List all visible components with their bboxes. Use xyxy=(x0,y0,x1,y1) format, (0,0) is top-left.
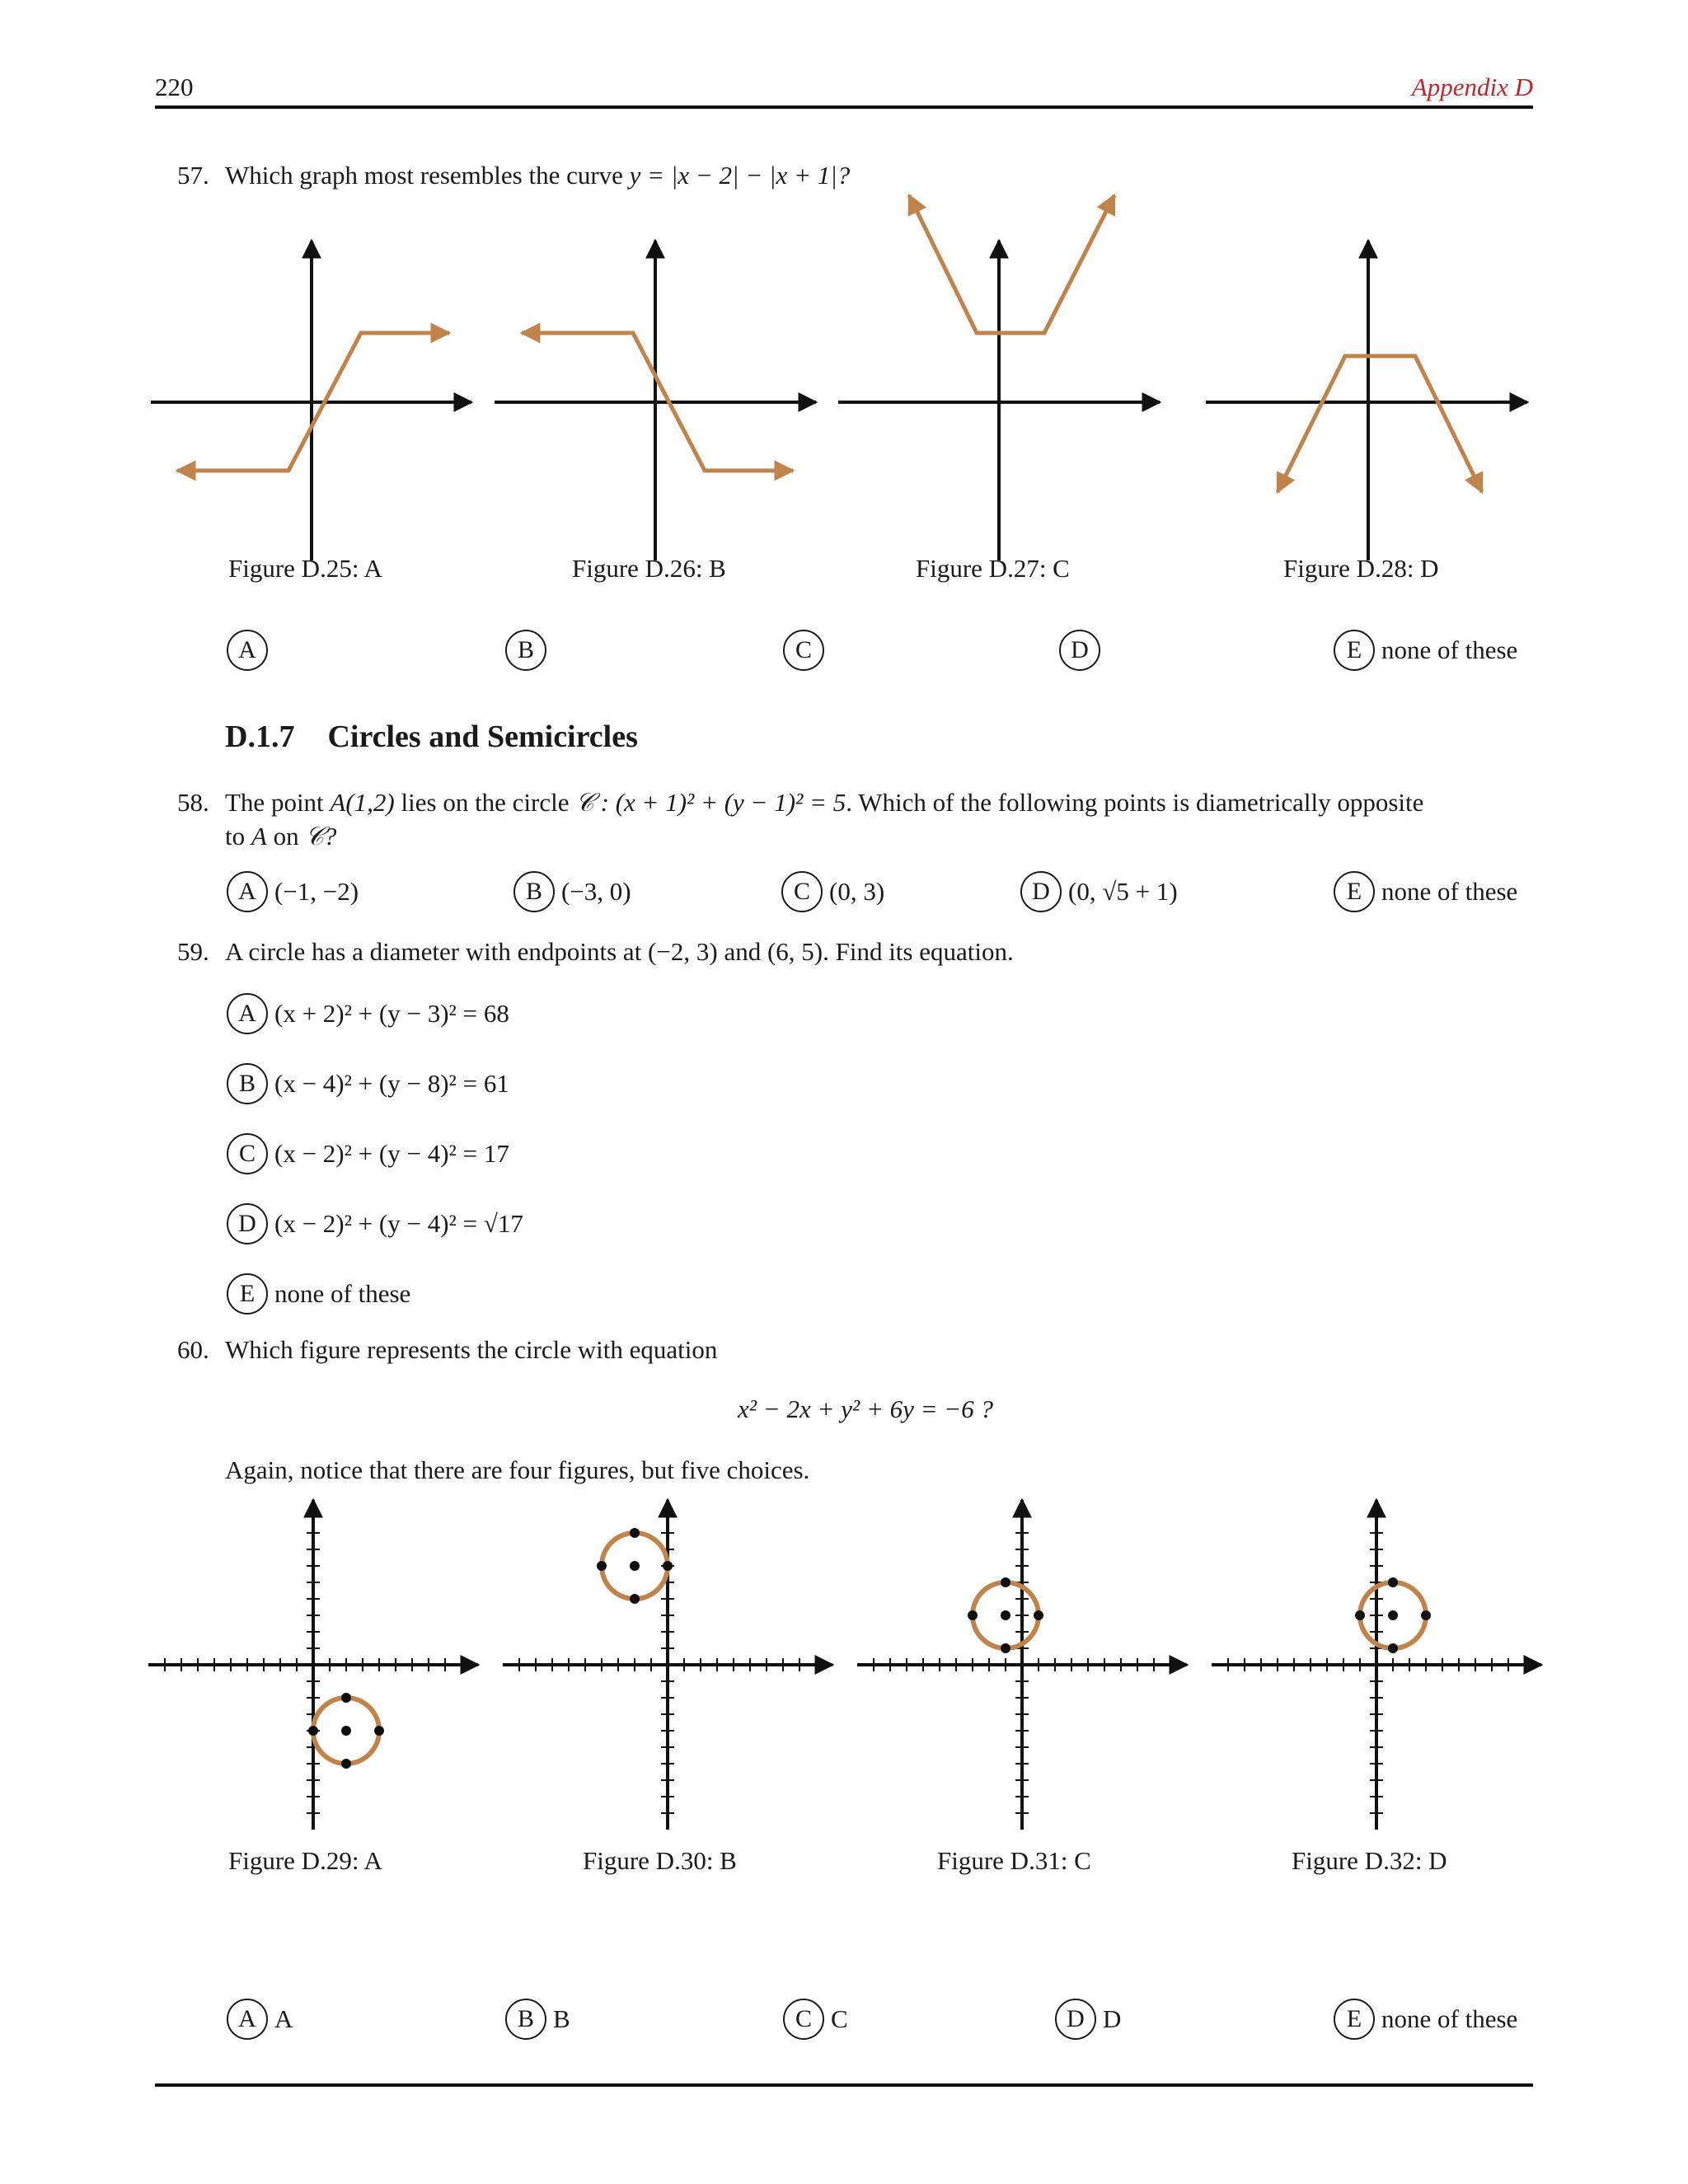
q60-caption-a: Figure D.29: A xyxy=(228,1846,382,1875)
graph-d-curve xyxy=(1278,356,1482,492)
graph-a-point xyxy=(341,1726,351,1736)
graph-a-point xyxy=(308,1726,318,1736)
graph-a-point xyxy=(341,1759,351,1769)
graph-b-point xyxy=(597,1561,607,1571)
choice-marker: A xyxy=(227,1999,268,2040)
q57-choice-d[interactable] xyxy=(1059,630,1107,671)
q59-prompt: A circle has a diameter with endpoints at (−2, 3) and (6, 5). Find its equation. xyxy=(225,937,1014,966)
q57-caption-a: Figure D.25: A xyxy=(228,554,382,583)
choice-marker: C xyxy=(781,871,823,912)
graph-d-point xyxy=(1355,1610,1365,1620)
q60-graphs xyxy=(0,1483,1688,1854)
running-header: Appendix D xyxy=(1411,73,1533,101)
q59-choice-d[interactable]: D (x − 2)² + (y − 4)² = √17 xyxy=(227,1203,523,1244)
q57-caption-b: Figure D.26: B xyxy=(572,554,726,583)
choice-marker: C xyxy=(783,630,824,671)
q58-choice-d[interactable]: D (0, √5 + 1) xyxy=(1020,871,1178,912)
q60-choice-a[interactable]: A A xyxy=(227,1999,293,2040)
q59-choice-a[interactable]: A (x + 2)² + (y − 3)² = 68 xyxy=(227,993,509,1034)
choice-marker: D xyxy=(1020,871,1062,912)
q58-choice-b[interactable]: B (−3, 0) xyxy=(513,871,631,912)
choice-marker: C xyxy=(783,1999,824,2040)
q60-choice-b[interactable]: B B xyxy=(505,1999,570,2040)
choice-marker: E xyxy=(1334,871,1375,912)
graph-d-point xyxy=(1388,1643,1398,1653)
graph-c xyxy=(838,195,1160,560)
graph-c-point xyxy=(1034,1610,1043,1620)
graph-c-curve xyxy=(909,195,1114,333)
q58-choice-c[interactable]: C (0, 3) xyxy=(781,871,884,912)
q59-choice-e[interactable]: E none of these xyxy=(227,1273,410,1315)
q58-choice-e[interactable]: E none of these xyxy=(1334,871,1517,912)
q60-caption-b: Figure D.30: B xyxy=(583,1846,737,1875)
q57-choice-a[interactable] xyxy=(227,630,274,671)
page-number: 220 xyxy=(155,73,194,101)
choice-marker: D xyxy=(227,1203,268,1244)
q60-equation: x² − 2x + y² + 6y = −6 ? xyxy=(738,1394,993,1423)
graph-b-point xyxy=(630,1528,640,1538)
choice-marker: A xyxy=(227,871,268,912)
q57-caption-c: Figure D.27: C xyxy=(916,554,1070,583)
choice-marker: D xyxy=(1059,630,1100,671)
choice-marker: E xyxy=(1334,1999,1375,2040)
choice-marker: B xyxy=(227,1063,268,1104)
q60-note: Again, notice that there are four figures, but five choices. xyxy=(225,1455,810,1484)
q57-prompt: Which graph most resembles the curve y = |x − 2| − |x + 1|? xyxy=(225,161,851,190)
q60-caption-d: Figure D.32: D xyxy=(1292,1846,1447,1875)
q59-choice-c[interactable]: C (x − 2)² + (y − 4)² = 17 xyxy=(227,1133,509,1174)
graph-d-point xyxy=(1421,1610,1431,1620)
graph-b xyxy=(495,241,816,560)
choice-marker: B xyxy=(513,871,555,912)
q60-choice-c[interactable]: C C xyxy=(783,1999,848,2040)
footer-rule xyxy=(155,2083,1533,2087)
choice-marker: B xyxy=(505,630,546,671)
graph-d-point xyxy=(1388,1610,1398,1620)
section-heading: D.1.7 Circles and Semicircles xyxy=(225,719,638,754)
q60-number: 60. xyxy=(177,1335,209,1364)
choice-marker: C xyxy=(227,1133,268,1174)
q58-prompt-line2: to A on 𝒞? xyxy=(225,822,337,851)
graph-a-point xyxy=(374,1726,384,1736)
graph-b-point xyxy=(630,1561,640,1571)
q57-choice-e[interactable]: E none of these xyxy=(1334,630,1517,671)
q58-prompt-line1: The point A(1,2) lies on the circle 𝒞 : (x + 1)² + (y − 1)² = 5. Which of the following points is diametrically opposite xyxy=(225,788,1424,817)
choice-marker: D xyxy=(1055,1999,1096,2040)
graph-b-point xyxy=(663,1561,673,1571)
q60-prompt: Which figure represents the circle with equation xyxy=(225,1335,718,1364)
graph-d-point xyxy=(1388,1577,1398,1587)
q58-number: 58. xyxy=(177,788,209,817)
graph-c-point xyxy=(1001,1577,1010,1587)
q60-choice-e[interactable]: E none of these xyxy=(1334,1999,1517,2040)
graph-a xyxy=(151,241,471,560)
graph-b-point xyxy=(630,1594,640,1604)
choice-marker: E xyxy=(1334,630,1375,671)
q57-caption-d: Figure D.28: D xyxy=(1283,554,1439,583)
q60-caption-c: Figure D.31: C xyxy=(937,1846,1091,1875)
graph-d xyxy=(1206,241,1527,560)
q57-number: 57. xyxy=(177,161,209,190)
q59-number: 59. xyxy=(177,937,209,966)
q59-choice-b[interactable]: B (x − 4)² + (y − 8)² = 61 xyxy=(227,1063,509,1104)
q57-choice-b[interactable] xyxy=(505,630,553,671)
q58-choice-a[interactable]: A (−1, −2) xyxy=(227,871,359,912)
graph-c-point xyxy=(968,1610,978,1620)
graph-c-point xyxy=(1001,1610,1010,1620)
choice-marker: A xyxy=(227,993,268,1034)
graph-a-point xyxy=(341,1693,351,1703)
q57-choice-c[interactable] xyxy=(783,630,831,671)
q60-choice-d[interactable]: D D xyxy=(1055,1999,1121,2040)
choice-marker: E xyxy=(227,1273,268,1315)
choice-marker: A xyxy=(227,630,268,671)
choice-marker: B xyxy=(505,1999,546,2040)
graph-c-point xyxy=(1001,1643,1010,1653)
